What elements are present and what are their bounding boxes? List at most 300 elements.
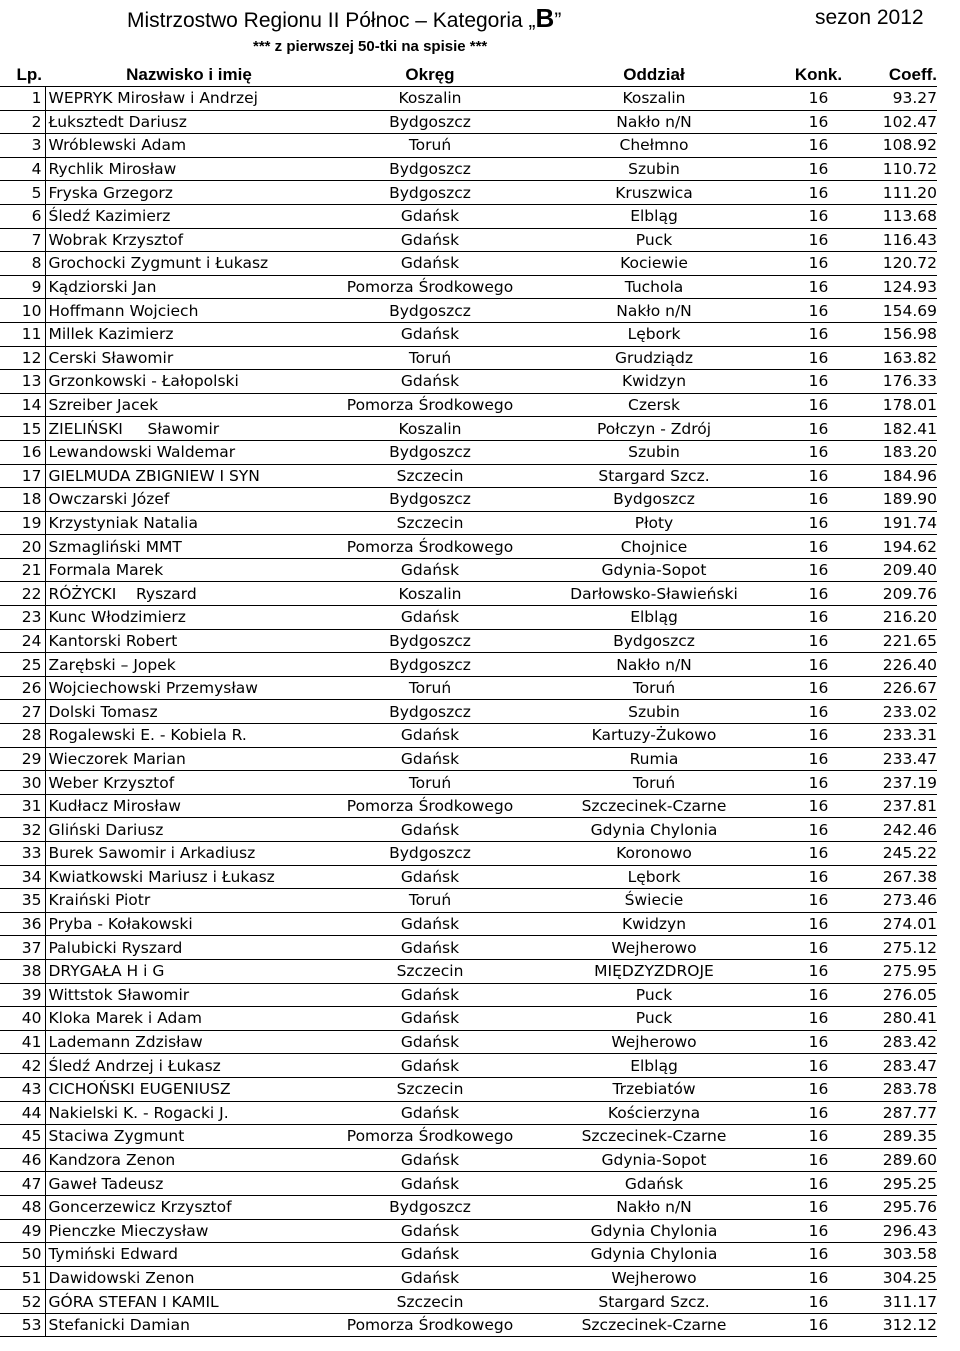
cell-coeff: 296.43 bbox=[859, 1219, 937, 1243]
cell-name: Fryska Grzegorz bbox=[45, 181, 330, 205]
cell-konk: 16 bbox=[778, 1077, 859, 1101]
cell-name: Pienczke Mieczysław bbox=[45, 1219, 330, 1243]
cell-konk: 16 bbox=[778, 228, 859, 252]
cell-name: Krzystyniak Natalia bbox=[45, 511, 330, 535]
cell-name: Stefanicki Damian bbox=[45, 1313, 330, 1337]
cell-oddzial: Koszalin bbox=[530, 87, 778, 111]
cell-oddzial: Szubin bbox=[530, 440, 778, 464]
cell-lp: 4 bbox=[0, 157, 45, 181]
cell-oddzial: Puck bbox=[530, 228, 778, 252]
table-row bbox=[0, 1290, 937, 1314]
table-row bbox=[0, 1077, 937, 1101]
cell-okreg: Pomorza Środkowego bbox=[330, 1313, 530, 1337]
table-row bbox=[0, 912, 937, 936]
cell-coeff: 295.25 bbox=[859, 1172, 937, 1196]
cell-lp: 11 bbox=[0, 322, 45, 346]
table-row bbox=[0, 228, 937, 252]
cell-okreg: Gdańsk bbox=[330, 1101, 530, 1125]
cell-oddzial: Gdynia Chylonia bbox=[530, 1243, 778, 1267]
cell-lp: 48 bbox=[0, 1195, 45, 1219]
cell-coeff: 191.74 bbox=[859, 511, 937, 535]
cell-oddzial: Stargard Szcz. bbox=[530, 1290, 778, 1314]
cell-name: DRYGAŁA H i G bbox=[45, 959, 330, 983]
table-row bbox=[0, 1172, 937, 1196]
cell-okreg: Pomorza Środkowego bbox=[330, 275, 530, 299]
table-row bbox=[0, 488, 937, 512]
cell-name: Wojciechowski Przemysław bbox=[45, 676, 330, 700]
cell-oddzial: Gdynia-Sopot bbox=[530, 1148, 778, 1172]
cell-okreg: Bydgoszcz bbox=[330, 181, 530, 205]
cell-coeff: 209.76 bbox=[859, 582, 937, 606]
cell-lp: 30 bbox=[0, 771, 45, 795]
cell-name: Wobrak Krzysztof bbox=[45, 228, 330, 252]
cell-okreg: Gdańsk bbox=[330, 1219, 530, 1243]
table-row bbox=[0, 134, 937, 158]
cell-lp: 22 bbox=[0, 582, 45, 606]
table-row bbox=[0, 794, 937, 818]
cell-lp: 39 bbox=[0, 983, 45, 1007]
table-row bbox=[0, 535, 937, 559]
cell-coeff: 194.62 bbox=[859, 535, 937, 559]
cell-coeff: 120.72 bbox=[859, 252, 937, 276]
table-row bbox=[0, 1007, 937, 1031]
results-table bbox=[0, 63, 937, 1337]
cell-name: Kunc Włodzimierz bbox=[45, 606, 330, 630]
cell-okreg: Szczecin bbox=[330, 959, 530, 983]
cell-okreg: Pomorza Środkowego bbox=[330, 1125, 530, 1149]
cell-okreg: Koszalin bbox=[330, 417, 530, 441]
cell-konk: 16 bbox=[778, 558, 859, 582]
cell-okreg: Gdańsk bbox=[330, 1054, 530, 1078]
cell-coeff: 245.22 bbox=[859, 842, 937, 866]
cell-okreg: Bydgoszcz bbox=[330, 488, 530, 512]
cell-coeff: 237.19 bbox=[859, 771, 937, 795]
cell-name: Kandzora Zenon bbox=[45, 1148, 330, 1172]
cell-okreg: Bydgoszcz bbox=[330, 842, 530, 866]
cell-name: Nakielski K. - Rogacki J. bbox=[45, 1101, 330, 1125]
cell-konk: 16 bbox=[778, 676, 859, 700]
cell-okreg: Gdańsk bbox=[330, 818, 530, 842]
cell-oddzial: Tuchola bbox=[530, 275, 778, 299]
cell-oddzial: Trzebiatów bbox=[530, 1077, 778, 1101]
cell-coeff: 267.38 bbox=[859, 865, 937, 889]
cell-coeff: 275.95 bbox=[859, 959, 937, 983]
cell-oddzial: Wejherowo bbox=[530, 1030, 778, 1054]
table-row bbox=[0, 511, 937, 535]
cell-oddzial: Kociewie bbox=[530, 252, 778, 276]
table-row bbox=[0, 346, 937, 370]
cell-coeff: 273.46 bbox=[859, 889, 937, 913]
table-row bbox=[0, 252, 937, 276]
table-body bbox=[0, 87, 937, 1337]
page-title bbox=[127, 4, 561, 35]
cell-konk: 16 bbox=[778, 771, 859, 795]
table-row bbox=[0, 440, 937, 464]
cell-oddzial: Wejherowo bbox=[530, 1266, 778, 1290]
table-row bbox=[0, 676, 937, 700]
cell-name: GÓRA STEFAN I KAMIL bbox=[45, 1290, 330, 1314]
table-row bbox=[0, 747, 937, 771]
cell-name: Kwiatkowski Mariusz i Łukasz bbox=[45, 865, 330, 889]
cell-lp: 41 bbox=[0, 1030, 45, 1054]
cell-name: Wittstok Sławomir bbox=[45, 983, 330, 1007]
cell-okreg: Bydgoszcz bbox=[330, 440, 530, 464]
cell-oddzial: Elbląg bbox=[530, 1054, 778, 1078]
cell-name: Kudłacz Mirosław bbox=[45, 794, 330, 818]
cell-lp: 33 bbox=[0, 842, 45, 866]
table-row bbox=[0, 110, 937, 134]
cell-coeff: 221.65 bbox=[859, 629, 937, 653]
cell-name: Pryba - Kołakowski bbox=[45, 912, 330, 936]
table-row bbox=[0, 700, 937, 724]
cell-okreg: Bydgoszcz bbox=[330, 157, 530, 181]
col-header-konk: Konk. bbox=[794, 64, 843, 84]
cell-lp: 28 bbox=[0, 724, 45, 748]
cell-konk: 16 bbox=[778, 1219, 859, 1243]
cell-name: Gliński Dariusz bbox=[45, 818, 330, 842]
cell-konk: 16 bbox=[778, 653, 859, 677]
cell-name: Dolski Tomasz bbox=[45, 700, 330, 724]
cell-okreg: Gdańsk bbox=[330, 252, 530, 276]
cell-konk: 16 bbox=[778, 464, 859, 488]
cell-konk: 16 bbox=[778, 299, 859, 323]
cell-oddzial: Połczyn - Zdrój bbox=[530, 417, 778, 441]
cell-name: ZIELIŃSKI Sławomir bbox=[45, 417, 330, 441]
cell-okreg: Gdańsk bbox=[330, 1266, 530, 1290]
title-text: Mistrzostwo Regionu II Północ – Kategoria „ bbox=[127, 9, 536, 32]
cell-lp: 27 bbox=[0, 700, 45, 724]
cell-konk: 16 bbox=[778, 440, 859, 464]
cell-name: Wieczorek Marian bbox=[45, 747, 330, 771]
cell-okreg: Szczecin bbox=[330, 1290, 530, 1314]
cell-lp: 35 bbox=[0, 889, 45, 913]
cell-name: Rogalewski E. - Kobiela R. bbox=[45, 724, 330, 748]
cell-name: WEPRYK Mirosław i Andrzej bbox=[45, 87, 330, 111]
cell-konk: 16 bbox=[778, 889, 859, 913]
cell-lp: 34 bbox=[0, 865, 45, 889]
cell-oddzial: Kruszwica bbox=[530, 181, 778, 205]
cell-oddzial: Bydgoszcz bbox=[530, 488, 778, 512]
cell-oddzial: Szubin bbox=[530, 157, 778, 181]
cell-name: Staciwa Zygmunt bbox=[45, 1125, 330, 1149]
cell-okreg: Bydgoszcz bbox=[330, 110, 530, 134]
cell-okreg: Gdańsk bbox=[330, 983, 530, 1007]
cell-lp: 14 bbox=[0, 393, 45, 417]
cell-oddzial: Koronowo bbox=[530, 842, 778, 866]
table-row bbox=[0, 818, 937, 842]
table-row bbox=[0, 889, 937, 913]
cell-coeff: 289.60 bbox=[859, 1148, 937, 1172]
cell-konk: 16 bbox=[778, 1313, 859, 1337]
cell-oddzial: Puck bbox=[530, 1007, 778, 1031]
cell-konk: 16 bbox=[778, 700, 859, 724]
cell-lp: 19 bbox=[0, 511, 45, 535]
cell-coeff: 124.93 bbox=[859, 275, 937, 299]
cell-okreg: Toruń bbox=[330, 676, 530, 700]
cell-name: Śledź Andrzej i Łukasz bbox=[45, 1054, 330, 1078]
cell-oddzial: Nakło n/N bbox=[530, 653, 778, 677]
cell-lp: 37 bbox=[0, 936, 45, 960]
cell-konk: 16 bbox=[778, 488, 859, 512]
cell-okreg: Gdańsk bbox=[330, 747, 530, 771]
cell-oddzial: Chojnice bbox=[530, 535, 778, 559]
cell-oddzial: Kościerzyna bbox=[530, 1101, 778, 1125]
cell-name: Cerski Sławomir bbox=[45, 346, 330, 370]
table-row bbox=[0, 1195, 937, 1219]
cell-okreg: Pomorza Środkowego bbox=[330, 794, 530, 818]
cell-oddzial: Lębork bbox=[530, 322, 778, 346]
cell-coeff: 295.76 bbox=[859, 1195, 937, 1219]
cell-lp: 16 bbox=[0, 440, 45, 464]
cell-oddzial: Grudziądz bbox=[530, 346, 778, 370]
table-row bbox=[0, 87, 937, 111]
cell-oddzial: Kwidzyn bbox=[530, 912, 778, 936]
cell-okreg: Gdańsk bbox=[330, 1007, 530, 1031]
cell-name: Lewandowski Waldemar bbox=[45, 440, 330, 464]
cell-okreg: Bydgoszcz bbox=[330, 299, 530, 323]
cell-okreg: Toruń bbox=[330, 134, 530, 158]
table-row bbox=[0, 842, 937, 866]
cell-lp: 43 bbox=[0, 1077, 45, 1101]
cell-konk: 16 bbox=[778, 865, 859, 889]
col-header-okreg: Okręg bbox=[405, 64, 455, 84]
cell-name: CICHOŃSKI EUGENIUSZ bbox=[45, 1077, 330, 1101]
cell-coeff: 289.35 bbox=[859, 1125, 937, 1149]
cell-coeff: 178.01 bbox=[859, 393, 937, 417]
cell-name: Kądziorski Jan bbox=[45, 275, 330, 299]
cell-konk: 16 bbox=[778, 606, 859, 630]
cell-oddzial: Rumia bbox=[530, 747, 778, 771]
cell-oddzial: Wejherowo bbox=[530, 936, 778, 960]
cell-oddzial: Świecie bbox=[530, 889, 778, 913]
cell-okreg: Bydgoszcz bbox=[330, 700, 530, 724]
cell-okreg: Bydgoszcz bbox=[330, 653, 530, 677]
cell-konk: 16 bbox=[778, 936, 859, 960]
cell-lp: 23 bbox=[0, 606, 45, 630]
cell-coeff: 280.41 bbox=[859, 1007, 937, 1031]
cell-konk: 16 bbox=[778, 134, 859, 158]
table-row bbox=[0, 936, 937, 960]
cell-lp: 13 bbox=[0, 370, 45, 394]
cell-okreg: Szczecin bbox=[330, 464, 530, 488]
cell-lp: 36 bbox=[0, 912, 45, 936]
cell-name: Tymiński Edward bbox=[45, 1243, 330, 1267]
cell-name: Goncerzewicz Krzysztof bbox=[45, 1195, 330, 1219]
cell-oddzial: Puck bbox=[530, 983, 778, 1007]
table-row bbox=[0, 1313, 937, 1337]
cell-lp: 46 bbox=[0, 1148, 45, 1172]
cell-lp: 18 bbox=[0, 488, 45, 512]
cell-coeff: 242.46 bbox=[859, 818, 937, 842]
cell-konk: 16 bbox=[778, 1266, 859, 1290]
cell-name: Kraiński Piotr bbox=[45, 889, 330, 913]
cell-lp: 5 bbox=[0, 181, 45, 205]
col-header-name: Nazwisko i imię bbox=[126, 64, 252, 84]
cell-konk: 16 bbox=[778, 1172, 859, 1196]
col-header-coeff: Coeff. bbox=[888, 64, 937, 84]
title-closing-quote: ” bbox=[554, 9, 562, 32]
cell-coeff: 110.72 bbox=[859, 157, 937, 181]
cell-lp: 50 bbox=[0, 1243, 45, 1267]
cell-konk: 16 bbox=[778, 346, 859, 370]
cell-konk: 16 bbox=[778, 1125, 859, 1149]
cell-okreg: Gdańsk bbox=[330, 936, 530, 960]
cell-coeff: 312.12 bbox=[859, 1313, 937, 1337]
cell-coeff: 311.17 bbox=[859, 1290, 937, 1314]
cell-name: Dawidowski Zenon bbox=[45, 1266, 330, 1290]
cell-okreg: Gdańsk bbox=[330, 1030, 530, 1054]
col-header-lp: Lp. bbox=[16, 64, 42, 84]
cell-coeff: 116.43 bbox=[859, 228, 937, 252]
cell-okreg: Toruń bbox=[330, 346, 530, 370]
cell-lp: 47 bbox=[0, 1172, 45, 1196]
cell-name: Kantorski Robert bbox=[45, 629, 330, 653]
cell-coeff: 237.81 bbox=[859, 794, 937, 818]
cell-konk: 16 bbox=[778, 511, 859, 535]
cell-lp: 52 bbox=[0, 1290, 45, 1314]
cell-lp: 3 bbox=[0, 134, 45, 158]
cell-coeff: 93.27 bbox=[859, 87, 937, 111]
cell-konk: 16 bbox=[778, 818, 859, 842]
cell-okreg: Gdańsk bbox=[330, 1148, 530, 1172]
cell-lp: 6 bbox=[0, 204, 45, 228]
table-row bbox=[0, 157, 937, 181]
cell-konk: 16 bbox=[778, 1054, 859, 1078]
cell-konk: 16 bbox=[778, 1007, 859, 1031]
cell-okreg: Toruń bbox=[330, 771, 530, 795]
cell-lp: 1 bbox=[0, 87, 45, 111]
cell-lp: 15 bbox=[0, 417, 45, 441]
cell-coeff: 216.20 bbox=[859, 606, 937, 630]
cell-konk: 16 bbox=[778, 370, 859, 394]
cell-lp: 49 bbox=[0, 1219, 45, 1243]
cell-lp: 44 bbox=[0, 1101, 45, 1125]
cell-okreg: Gdańsk bbox=[330, 204, 530, 228]
table-row bbox=[0, 1101, 937, 1125]
cell-konk: 16 bbox=[778, 983, 859, 1007]
table-row bbox=[0, 1219, 937, 1243]
cell-lp: 32 bbox=[0, 818, 45, 842]
cell-coeff: 183.20 bbox=[859, 440, 937, 464]
cell-oddzial: Nakło n/N bbox=[530, 110, 778, 134]
cell-lp: 51 bbox=[0, 1266, 45, 1290]
cell-lp: 9 bbox=[0, 275, 45, 299]
cell-konk: 16 bbox=[778, 582, 859, 606]
cell-lp: 26 bbox=[0, 676, 45, 700]
cell-oddzial: MIĘDZYZDROJE bbox=[530, 959, 778, 983]
table-row bbox=[0, 322, 937, 346]
cell-lp: 10 bbox=[0, 299, 45, 323]
table-row bbox=[0, 959, 937, 983]
cell-okreg: Szczecin bbox=[330, 511, 530, 535]
cell-konk: 16 bbox=[778, 1243, 859, 1267]
cell-konk: 16 bbox=[778, 1101, 859, 1125]
cell-coeff: 111.20 bbox=[859, 181, 937, 205]
cell-lp: 45 bbox=[0, 1125, 45, 1149]
cell-name: Formala Marek bbox=[45, 558, 330, 582]
cell-okreg: Pomorza Środkowego bbox=[330, 535, 530, 559]
cell-name: Wróblewski Adam bbox=[45, 134, 330, 158]
cell-okreg: Koszalin bbox=[330, 582, 530, 606]
cell-coeff: 283.78 bbox=[859, 1077, 937, 1101]
table-row bbox=[0, 1243, 937, 1267]
cell-name: Millek Kazimierz bbox=[45, 322, 330, 346]
cell-konk: 16 bbox=[778, 629, 859, 653]
cell-okreg: Gdańsk bbox=[330, 606, 530, 630]
cell-coeff: 287.77 bbox=[859, 1101, 937, 1125]
table-row bbox=[0, 299, 937, 323]
cell-coeff: 113.68 bbox=[859, 204, 937, 228]
cell-coeff: 163.82 bbox=[859, 346, 937, 370]
cell-name: Owczarski Józef bbox=[45, 488, 330, 512]
cell-name: Zarębski – Jopek bbox=[45, 653, 330, 677]
cell-lp: 2 bbox=[0, 110, 45, 134]
cell-oddzial: Szubin bbox=[530, 700, 778, 724]
cell-lp: 40 bbox=[0, 1007, 45, 1031]
cell-name: Szmagliński MMT bbox=[45, 535, 330, 559]
cell-name: RÓŻYCKI Ryszard bbox=[45, 582, 330, 606]
subtitle: *** z pierwszej 50-tki na spisie *** bbox=[253, 38, 488, 55]
cell-konk: 16 bbox=[778, 747, 859, 771]
cell-name: Hoffmann Wojciech bbox=[45, 299, 330, 323]
table-row bbox=[0, 181, 937, 205]
cell-lp: 17 bbox=[0, 464, 45, 488]
cell-oddzial: Toruń bbox=[530, 771, 778, 795]
cell-lp: 12 bbox=[0, 346, 45, 370]
cell-lp: 8 bbox=[0, 252, 45, 276]
cell-coeff: 233.02 bbox=[859, 700, 937, 724]
cell-okreg: Gdańsk bbox=[330, 558, 530, 582]
cell-konk: 16 bbox=[778, 1290, 859, 1314]
cell-coeff: 275.12 bbox=[859, 936, 937, 960]
cell-oddzial: Bydgoszcz bbox=[530, 629, 778, 653]
category-letter: B bbox=[535, 3, 555, 33]
season-label: sezon 2012 bbox=[815, 6, 924, 29]
table-row bbox=[0, 629, 937, 653]
cell-oddzial: Lębork bbox=[530, 865, 778, 889]
cell-coeff: 189.90 bbox=[859, 488, 937, 512]
cell-konk: 16 bbox=[778, 1030, 859, 1054]
table-row bbox=[0, 558, 937, 582]
table-row bbox=[0, 582, 937, 606]
cell-name: Łuksztedt Dariusz bbox=[45, 110, 330, 134]
cell-oddzial: Gdynia Chylonia bbox=[530, 818, 778, 842]
cell-okreg: Szczecin bbox=[330, 1077, 530, 1101]
cell-coeff: 274.01 bbox=[859, 912, 937, 936]
cell-coeff: 233.47 bbox=[859, 747, 937, 771]
cell-okreg: Gdańsk bbox=[330, 1172, 530, 1196]
table-row bbox=[0, 724, 937, 748]
cell-coeff: 102.47 bbox=[859, 110, 937, 134]
cell-konk: 16 bbox=[778, 1195, 859, 1219]
cell-okreg: Bydgoszcz bbox=[330, 629, 530, 653]
col-header-oddzial: Oddział bbox=[623, 64, 685, 84]
cell-lp: 20 bbox=[0, 535, 45, 559]
cell-oddzial: Stargard Szcz. bbox=[530, 464, 778, 488]
cell-name: Szreiber Jacek bbox=[45, 393, 330, 417]
table-row bbox=[0, 653, 937, 677]
cell-oddzial: Gdańsk bbox=[530, 1172, 778, 1196]
cell-konk: 16 bbox=[778, 959, 859, 983]
cell-konk: 16 bbox=[778, 322, 859, 346]
cell-konk: 16 bbox=[778, 204, 859, 228]
cell-oddzial: Płoty bbox=[530, 511, 778, 535]
cell-okreg: Gdańsk bbox=[330, 865, 530, 889]
cell-okreg: Pomorza Środkowego bbox=[330, 393, 530, 417]
cell-okreg: Gdańsk bbox=[330, 912, 530, 936]
cell-name: Lademann Zdzisław bbox=[45, 1030, 330, 1054]
table-row bbox=[0, 1266, 937, 1290]
